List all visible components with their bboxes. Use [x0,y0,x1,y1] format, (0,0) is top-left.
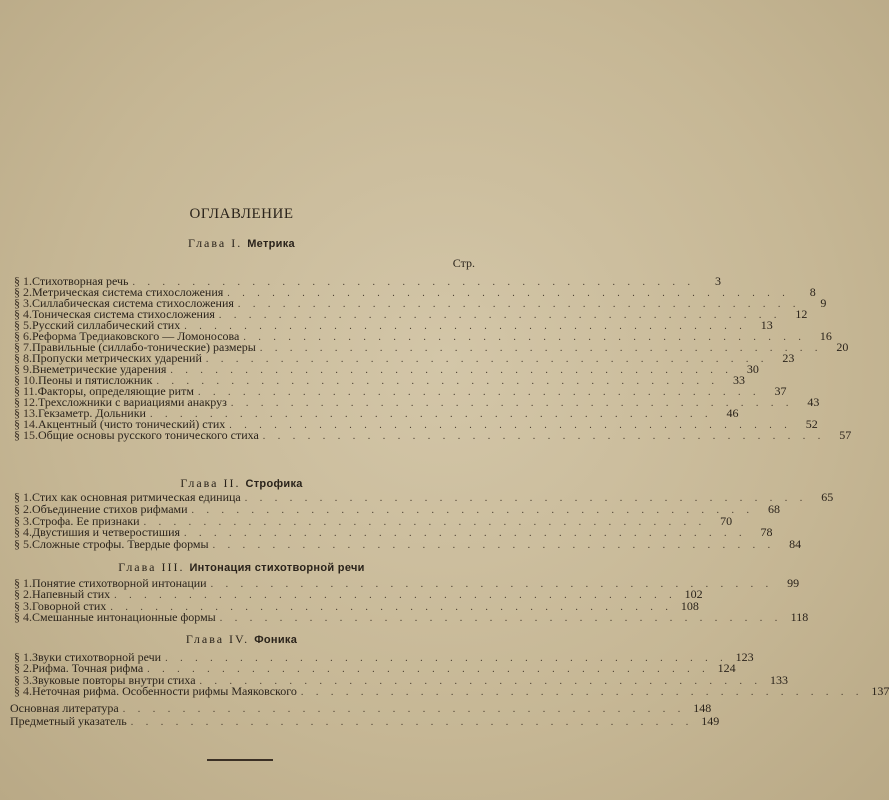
leader-dots: . . . . . . . . . . . . . . . . . . . . . . . . . . . . . . . . . . . . . . [184,528,747,540]
chapter-name: Метрика [247,238,295,250]
entry-title: Факторы, определяющие ритм [37,384,194,398]
entry-title: Говорной стих [32,598,107,613]
entry-title: Понятие стихотворной интонации [32,576,207,590]
chapter-label: Глава IV. [185,632,250,646]
entry-title: Реформа Тредиаковского — Ломоносова [32,329,240,343]
leader-dots: . . . . . . . . . . . . . . . . . . . . . . . . . . . . . . . . . . . . . . [184,321,747,332]
leader-dots: . . . . . . . . . . . . . . . . . . . . . . . . . . . . . . . . . . . . . . [199,675,763,687]
entry-title: Звуки стихотворной речи [32,650,162,664]
leader-dots: . . . . . . . . . . . . . . . . . . . . . . . . . . . . . . . . . . . . . . [130,716,694,728]
page-number: 78 [760,525,773,540]
page-column-header: Стр. [452,256,475,270]
leader-dots: . . . . . . . . . . . . . . . . . . . . . . . . . . . . . . . . . . . . . . [227,288,790,299]
toc-entry [14,683,889,698]
page-number: 13 [760,318,773,332]
chapter-label: Глава I. [188,236,243,250]
entry-title: Смешанные интонационные формы [32,609,216,624]
section-number: § 4. [14,307,32,321]
section-number: § 3. [14,672,32,687]
page-number: 52 [805,417,818,431]
page-number: 108 [680,598,699,613]
chapter-name: Строфика [245,478,303,490]
section-number: § 3. [14,598,32,613]
section-number: § 12. [14,395,38,409]
entry-title: Правильные (силлабо-тонические) размеры [32,340,256,354]
page-number: 70 [720,513,733,528]
page-number: 37 [774,384,787,398]
entry-title: Метрическая система стихосложения [32,285,224,299]
section-number: § 1. [14,650,32,664]
page-number: 149 [701,713,720,728]
chapter-name: Интонация стихотворной речи [189,562,365,574]
leader-dots: . . . . . . . . . . . . . . . . . . . . . . . . . . . . . . . . . . . . . . [143,516,707,528]
entry-title: Сложные строфы. Твердые формы [32,537,209,552]
leader-dots: . . . . . . . . . . . . . . . . . . . . . . . . . . . . . . . . . . . . . . [262,431,826,442]
section-number: § 1. [14,274,32,288]
entry-title: Тоническая система стихосложения [32,307,215,321]
page-number: 16 [819,329,832,343]
page-number: 43 [807,395,820,409]
section-number: § 9. [14,362,32,376]
section-number: § 2. [14,501,32,516]
section-number: § 5. [14,318,32,332]
leader-dots: . . . . . . . . . . . . . . . . . . . . . . . . . . . . . . . . . . . . . . [259,343,823,354]
section-number: § 2. [14,285,32,299]
entry-title: Рифма. Точная рифма [32,661,144,676]
entry-title: Русский силлабический стих [32,318,181,332]
section-number: § 2. [14,587,32,602]
page-number: 137 [871,683,889,698]
leader-dots: . . . . . . . . . . . . . . . . . . . . . . . . . . . . . . . . . . . . . . [218,310,782,321]
section-number: § 7. [14,340,32,354]
leader-dots: . . . . . . . . . . . . . . . . . . . . . . . . . . . . . . . . . . . . . . [212,540,776,552]
leader-dots: . . . . . . . . . . . . . . . . . . . . . . . . . . . . . . . . . . . . . . [219,612,783,624]
leader-dots: . . . . . . . . . . . . . . . . . . . . . . . . . . . . . . . . . . . . . . [243,332,806,343]
entry-title: Объединение стихов рифмами [32,501,188,516]
leader-dots: . . . . . . . . . . . . . . . . . . . . . . . . . . . . . . . . . . . . . . [230,398,794,409]
leader-dots: . . . . . . . . . . . . . . . . . . . . . . . . . . . . . . . . . . . . . . [170,365,733,376]
section-number: § 15. [14,428,38,442]
chapter-label: Глава II. [180,476,241,490]
toc-entry [14,537,802,552]
entry-title: Гекзаметр. Дольники [38,406,146,420]
page-number: 57 [839,428,852,442]
chapter-label: Глава III. [118,560,185,574]
section-number: § 10. [14,373,38,387]
entry-title: Двустишия и четверостишия [32,525,181,540]
entry-title: Строфа. Ее признаки [32,513,140,528]
entry-title: Стих как основная ритмическая единица [32,490,241,504]
chapter-heading [0,632,483,647]
leader-dots: . . . . . . . . . . . . . . . . . . . . . . . . . . . . . . . . . . . . . . [156,376,719,387]
section-number: § 5. [14,537,32,552]
page-number: 8 [809,285,816,299]
page-number: 9 [820,296,827,310]
leader-dots: . . . . . . . . . . . . . . . . . . . . . . . . . . . . . . . . . . . . . . [237,299,801,310]
section-number: § 13. [14,406,38,420]
section-number: § 14. [14,417,38,431]
chapter-heading [0,560,483,575]
entry-title: Предметный указатель [10,713,127,728]
toc-entry [14,609,809,624]
page-number: 12 [795,307,808,321]
bottom-rule [207,759,273,761]
page-number: 148 [693,701,712,715]
page-number: 133 [770,672,789,687]
page-number: 65 [821,490,834,504]
entry-title: Внеметрические ударения [32,362,167,376]
section-number: § 2. [14,661,32,676]
leader-dots: . . . . . . . . . . . . . . . . . . . . . . . . . . . . . . . . . . . . . . [110,601,673,613]
toc-title: ОГЛАВЛЕНИЕ [189,206,294,222]
leader-dots: . . . . . . . . . . . . . . . . . . . . . . . . . . . . . . . . . . . . . . [210,579,774,590]
page-number: 99 [787,576,800,590]
entry-title: Звуковые повторы внутри стиха [32,672,196,687]
leader-dots: . . . . . . . . . . . . . . . . . . . . . . . . . . . . . . . . . . . . . . [244,493,808,504]
entry-title: Неточная рифма. Особенности рифмы Маяковского [32,683,297,698]
section-number: § 1. [14,576,32,590]
page-number: 46 [726,406,739,420]
page-number: 124 [717,661,736,676]
section-number: § 4. [14,683,32,698]
entry-title: Общие основы русского тонического стиха [38,428,259,442]
leader-dots: . . . . . . . . . . . . . . . . . . . . . . . . . . . . . . . . . . . . . . [122,704,686,715]
section-number: § 1. [14,490,32,504]
entry-title: Силлабическая система стихосложения [32,296,234,310]
entry-title: Напевный стих [32,587,111,602]
chapter-heading [0,476,483,491]
page-number: 23 [782,351,795,365]
leader-dots: . . . . . . . . . . . . . . . . . . . . . . . . . . . . . . . . . . . . . . [300,686,864,698]
leader-dots: . . . . . . . . . . . . . . . . . . . . . . . . . . . . . . . . . . . . . . [114,590,677,602]
section-number: § 6. [14,329,32,343]
toc-entry [10,713,720,728]
entry-title: Акцентный (чисто тонический) стих [38,417,226,431]
section-number: § 3. [14,296,32,310]
page-number: 84 [789,537,802,552]
leader-dots: . . . . . . . . . . . . . . . . . . . . . . . . . . . . . . . . . . . . . . [165,653,728,664]
entry-title: Трехсложники с вариациями анакруз [38,395,227,409]
page-number: 102 [684,587,703,602]
page-number: 118 [790,609,809,624]
leader-dots: . . . . . . . . . . . . . . . . . . . . . . . . . . . . . . . . . . . . . . [197,387,761,398]
section-number: § 4. [14,609,32,624]
page-number: 33 [733,373,745,387]
leader-dots: . . . . . . . . . . . . . . . . . . . . . . . . . . . . . . . . . . . . . . [191,504,755,516]
leader-dots: . . . . . . . . . . . . . . . . . . . . . . . . . . . . . . . . . . . . . . [147,664,710,676]
chapter-name: Фоника [254,634,298,646]
entry-title: Пеоны и пятисложник [38,373,153,387]
entry-title: Пропуски метрических ударений [32,351,202,365]
section-number: § 4. [14,525,32,540]
section-number: § 3. [14,513,32,528]
section-number: § 8. [14,351,32,365]
chapter-heading [0,236,483,251]
leader-dots: . . . . . . . . . . . . . . . . . . . . . . . . . . . . . . . . . . . . . . [149,409,713,420]
entry-title: Стихотворная речь [32,274,129,288]
page-number: 3 [715,274,722,288]
page-number: 123 [735,650,754,664]
leader-dots: . . . . . . . . . . . . . . . . . . . . . . . . . . . . . . . . . . . . . . [132,277,696,288]
leader-dots: . . . . . . . . . . . . . . . . . . . . . . . . . . . . . . . . . . . . . . [205,354,769,365]
page-number: 68 [768,501,781,516]
section-number: § 11. [14,384,38,398]
leader-dots: . . . . . . . . . . . . . . . . . . . . . . . . . . . . . . . . . . . . . . [229,420,792,431]
entry-title: Основная литература [10,701,119,715]
toc-entry [14,428,852,442]
page-number: 20 [836,340,849,354]
page-number: 30 [746,362,759,376]
